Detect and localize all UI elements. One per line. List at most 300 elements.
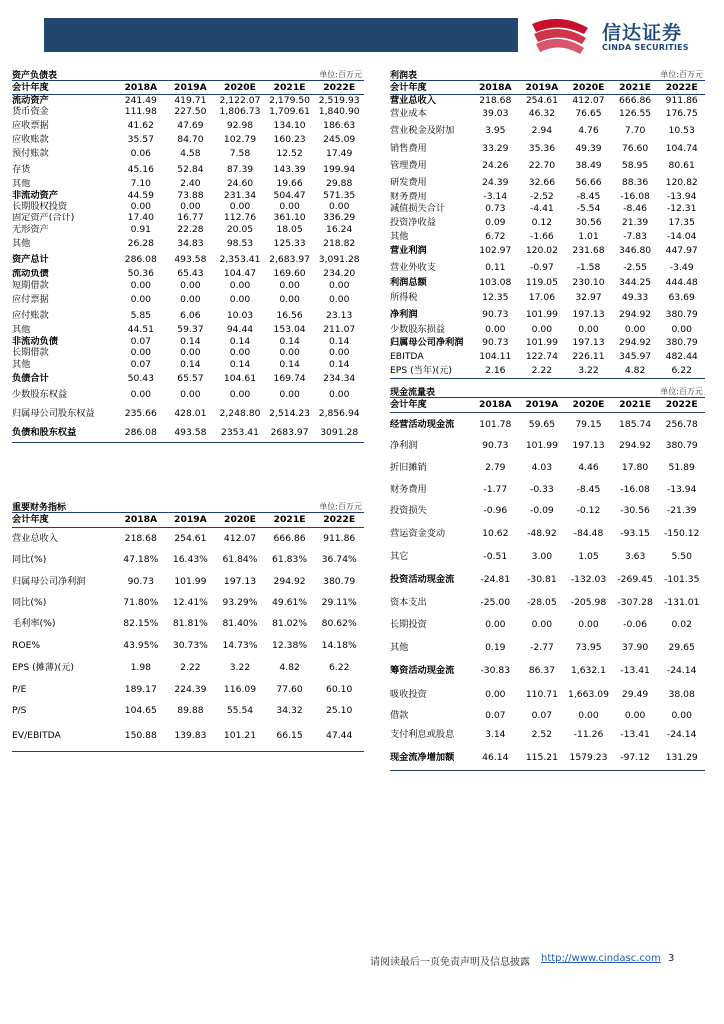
- row-value: 0.73: [485, 202, 506, 214]
- table-row: [390, 708, 705, 724]
- row-value: 65.57: [177, 372, 204, 384]
- row-value: 59.37: [177, 324, 204, 336]
- row-value: 14.18%: [321, 639, 357, 651]
- row-value: 103.08: [479, 277, 512, 289]
- row-value: -28.05: [527, 596, 557, 608]
- row-value: 199.94: [323, 164, 356, 176]
- row-value: 102.97: [479, 245, 512, 257]
- row-value: 0.14: [180, 358, 201, 370]
- row-value: 0.00: [328, 280, 350, 291]
- row-value: 10.53: [668, 124, 695, 136]
- row-value: 56.66: [575, 177, 602, 189]
- key-indicators-unit: 单位:百万元: [319, 502, 362, 511]
- table-row: [390, 192, 705, 203]
- row-value: 65.43: [177, 268, 204, 280]
- row-value: -93.15: [620, 527, 650, 539]
- row-label: 应收账款: [12, 133, 49, 145]
- row-value: 16.77: [177, 212, 204, 224]
- row-label: 经营活动现金流: [390, 418, 455, 430]
- row-value: 218.68: [124, 532, 157, 544]
- income-statement-title: 利润表: [390, 71, 418, 81]
- row-value: -307.28: [617, 596, 653, 608]
- table-row: [12, 570, 364, 593]
- row-value: 90.73: [482, 337, 509, 349]
- row-value: -7.83: [623, 231, 647, 243]
- row-label: 资产总计: [12, 254, 49, 266]
- income-statement-unit: 单位:百万元: [660, 70, 703, 79]
- table-row: [12, 347, 364, 358]
- row-value: 1,840.90: [318, 105, 360, 117]
- row-value: 24.26: [482, 160, 509, 172]
- row-label: 归属母公司净利润: [390, 337, 464, 349]
- row-value: 131.29: [658, 746, 705, 770]
- row-label: 研发费用: [390, 177, 427, 189]
- row-value: 0.00: [130, 347, 152, 359]
- column-header-year: 2019A: [519, 398, 566, 412]
- key-indicators-table: [12, 513, 364, 752]
- row-value: 47.44: [314, 721, 364, 751]
- table-row: [12, 117, 364, 134]
- table-row: [390, 363, 705, 378]
- row-value: 197.13: [572, 440, 605, 451]
- logo-english-text: CINDA SECURITIES: [602, 43, 689, 52]
- table-row: [390, 290, 705, 307]
- row-value: 2683.97: [265, 425, 315, 442]
- row-value: 176.75: [665, 108, 698, 120]
- row-value: 0.00: [328, 293, 350, 305]
- row-value: 2353.41: [215, 425, 265, 442]
- row-value: -131.01: [663, 596, 700, 608]
- row-value: 61.83%: [272, 554, 308, 565]
- row-value: 43.95%: [123, 639, 159, 651]
- row-value: -1.66: [530, 231, 554, 243]
- row-value: 38.08: [668, 689, 695, 700]
- row-value: -12.31: [666, 202, 697, 214]
- table-row: [390, 214, 705, 231]
- row-value: 0.11: [485, 262, 506, 274]
- footer-website-link[interactable]: http://www.cindasc.com: [541, 953, 661, 964]
- row-value: 286.08: [116, 425, 166, 442]
- row-value: 18.05: [276, 224, 303, 235]
- row-label: 归属母公司股东权益: [12, 408, 95, 420]
- row-value: 16.43%: [172, 554, 208, 565]
- row-label: 筹资活动现金流: [390, 665, 455, 676]
- table-row: [390, 260, 705, 277]
- row-value: -0.09: [530, 504, 554, 516]
- row-value: 197.13: [223, 575, 257, 587]
- row-value: 126.55: [619, 108, 652, 120]
- row-value: 412.07: [572, 95, 605, 107]
- row-value: 0.00: [578, 710, 599, 721]
- row-value: 4.76: [578, 124, 599, 136]
- row-label: 净利润: [390, 440, 418, 451]
- row-value: 71.80%: [123, 597, 159, 608]
- row-value: 101.99: [525, 337, 558, 349]
- row-value: 227.50: [174, 105, 207, 117]
- row-value: 98.53: [226, 237, 254, 249]
- row-value: 19.66: [276, 178, 303, 190]
- column-header-year: 2022E: [658, 398, 705, 412]
- row-label: 其他: [390, 231, 409, 243]
- table-row: [12, 593, 364, 613]
- row-value: -30.83: [480, 665, 511, 676]
- row-value: 5.85: [130, 310, 152, 322]
- row-value: 4.03: [531, 461, 553, 473]
- row-value: 666.86: [619, 95, 652, 107]
- row-value: 0.00: [279, 389, 300, 401]
- row-value: -0.33: [530, 483, 554, 495]
- row-value: 2.22: [180, 662, 201, 673]
- row-label: ROE%: [12, 639, 41, 651]
- row-value: 110.71: [525, 689, 558, 700]
- row-value: 294.92: [273, 575, 306, 587]
- column-header-year: 2022E: [658, 81, 705, 95]
- table-row: [12, 634, 364, 657]
- row-value: 211.07: [323, 324, 356, 336]
- row-value: 666.86: [273, 532, 306, 544]
- row-value: 234.20: [323, 268, 356, 280]
- row-value: 0.07: [130, 336, 152, 347]
- row-value: 76.65: [575, 108, 602, 120]
- row-value: 90.73: [127, 575, 154, 587]
- row-value: -8.45: [576, 483, 601, 495]
- row-value: 0.14: [328, 358, 350, 370]
- balance-sheet-table: [12, 81, 364, 443]
- row-value: 1.01: [578, 231, 599, 243]
- row-value: 344.25: [619, 277, 652, 289]
- row-value: 224.39: [174, 683, 207, 695]
- row-value: 139.83: [166, 721, 216, 751]
- table-row: [12, 721, 364, 751]
- row-value: 7.58: [229, 147, 251, 159]
- row-value: 0.00: [130, 389, 152, 401]
- row-label: 财务费用: [390, 191, 427, 203]
- row-value: 380.79: [665, 337, 698, 349]
- row-value: -2.77: [530, 642, 554, 653]
- row-value: 412.07: [223, 532, 257, 544]
- row-value: 32.66: [528, 177, 556, 189]
- table-row: [12, 236, 364, 253]
- table-row: [390, 437, 705, 455]
- balance-sheet-header: [12, 68, 364, 81]
- row-value: 46.14: [472, 746, 519, 770]
- row-label: 支付利息或股息: [390, 729, 455, 740]
- table-header-row: [390, 81, 705, 95]
- row-value: 4.46: [578, 461, 599, 473]
- table-row: [390, 682, 705, 708]
- row-value: 0.00: [578, 619, 599, 630]
- row-value: 55.54: [226, 704, 254, 716]
- row-value: 0.00: [229, 293, 251, 305]
- row-label: 现金流净增加额: [390, 746, 472, 770]
- row-value: 185.74: [619, 418, 652, 430]
- row-value: 94.44: [226, 324, 254, 336]
- row-value: 0.00: [229, 201, 251, 213]
- row-label: 投资净收益: [390, 216, 436, 228]
- table-row: [12, 179, 364, 190]
- row-value: 3.63: [624, 550, 646, 562]
- row-value: 1579.23: [565, 746, 612, 770]
- row-value: 104.61: [223, 372, 257, 384]
- row-value: 0.00: [279, 347, 300, 359]
- row-label: EPS (摊薄)(元): [12, 662, 74, 673]
- row-value: 49.61%: [272, 597, 308, 608]
- income-statement-header: [390, 68, 705, 81]
- table-row: [12, 613, 364, 634]
- row-value: 2,353.41: [219, 254, 261, 266]
- column-header-label: 会计年度: [12, 513, 116, 527]
- row-value: 380.79: [665, 440, 698, 451]
- column-header-year: 2021E: [265, 81, 315, 95]
- row-value: 2,179.50: [269, 94, 311, 106]
- row-label: 营业利润: [390, 245, 427, 257]
- row-value: 2.40: [180, 178, 201, 190]
- row-value: 361.10: [273, 212, 306, 224]
- row-value: 119.05: [525, 277, 558, 289]
- row-value: 66.15: [265, 721, 315, 751]
- row-value: 34.32: [276, 704, 303, 716]
- table-row: [12, 700, 364, 721]
- row-value: 0.00: [279, 280, 300, 291]
- row-value: 235.66: [124, 408, 157, 420]
- balance-sheet-panel: [12, 68, 364, 443]
- row-value: 0.00: [180, 389, 201, 401]
- row-value: 447.97: [665, 245, 698, 257]
- row-value: 104.74: [665, 143, 698, 155]
- row-value: 571.35: [323, 189, 356, 201]
- row-value: 186.63: [323, 119, 356, 131]
- table-row: [12, 403, 364, 425]
- row-value: 1,632.1: [570, 665, 607, 676]
- row-label: 其他: [12, 178, 31, 190]
- row-value: 22.28: [177, 224, 204, 235]
- row-value: 1.98: [130, 662, 152, 673]
- row-label: 资本支出: [390, 596, 427, 608]
- table-row: [390, 480, 705, 499]
- row-label: 净利润: [390, 309, 418, 321]
- row-value: 0.14: [229, 358, 251, 370]
- table-row: [12, 190, 364, 201]
- row-value: 3.00: [531, 550, 553, 562]
- row-value: 116.09: [223, 683, 257, 695]
- row-value: 4.58: [180, 147, 201, 159]
- table-row: [12, 679, 364, 700]
- column-header-label: 会计年度: [12, 81, 116, 95]
- row-value: 0.00: [624, 710, 646, 721]
- row-label: EV/EBITDA: [12, 721, 116, 751]
- row-value: 0.00: [229, 389, 251, 401]
- row-value: 12.41%: [172, 597, 208, 608]
- row-value: 101.99: [525, 440, 558, 451]
- row-label: 负债合计: [12, 372, 49, 384]
- cash-flow-table: [390, 398, 705, 771]
- row-value: 0.00: [531, 619, 553, 630]
- row-value: 160.23: [273, 133, 306, 145]
- row-value: 17.35: [668, 216, 695, 228]
- row-value: 44.51: [127, 324, 154, 336]
- column-header-year: 2018A: [116, 81, 166, 95]
- row-value: -269.45: [617, 573, 653, 585]
- table-row: [390, 455, 705, 480]
- row-value: 0.07: [485, 710, 506, 721]
- row-value: 1.05: [578, 550, 599, 562]
- row-value: 76.60: [621, 143, 649, 155]
- row-value: -0.12: [576, 504, 601, 516]
- row-label: 营业总收入: [390, 95, 436, 107]
- row-label: 长期股权投资: [12, 201, 68, 213]
- row-value: -0.06: [623, 619, 647, 630]
- row-label: P/E: [12, 683, 27, 695]
- table-row: [12, 95, 364, 106]
- row-value: 0.14: [229, 336, 251, 347]
- row-value: 380.79: [665, 309, 698, 321]
- row-value: 0.14: [279, 358, 300, 370]
- column-header-year: 2022E: [314, 81, 364, 95]
- row-value: 12.38%: [272, 639, 308, 651]
- row-value: 25.10: [326, 704, 353, 716]
- table-row: [12, 280, 364, 291]
- column-header-year: 2020E: [565, 81, 612, 95]
- row-value: 444.48: [665, 277, 698, 289]
- row-value: -16.08: [620, 191, 650, 203]
- row-label: 投资损失: [390, 504, 427, 516]
- table-row: [390, 746, 705, 770]
- row-value: 0.14: [279, 336, 300, 347]
- row-value: 46.32: [528, 108, 556, 120]
- row-value: 0.12: [531, 216, 553, 228]
- row-value: 44.59: [127, 189, 154, 201]
- row-value: -0.96: [483, 504, 508, 516]
- row-value: 0.00: [671, 710, 692, 721]
- row-value: 0.00: [130, 201, 152, 213]
- row-value: 0.00: [279, 293, 300, 305]
- row-value: 1,663.09: [568, 689, 609, 700]
- row-value: 254.61: [525, 95, 558, 107]
- table-row: [12, 359, 364, 370]
- row-value: 61.84%: [222, 554, 258, 565]
- key-indicators-title: 重要财务指标: [12, 503, 67, 513]
- table-row: [390, 724, 705, 746]
- row-value: 29.11%: [321, 597, 357, 608]
- row-value: 2,122.07: [219, 94, 261, 106]
- row-value: 92.98: [226, 119, 254, 131]
- row-value: 82.15%: [123, 617, 159, 629]
- row-value: 2,519.93: [318, 94, 360, 106]
- row-value: 12.35: [482, 292, 509, 304]
- table-row: [390, 660, 705, 682]
- row-value: 24.39: [482, 177, 509, 189]
- row-value: 47.69: [177, 119, 204, 131]
- table-row: [12, 425, 364, 442]
- row-value: 10.62: [482, 527, 509, 539]
- row-value: 50.36: [127, 268, 154, 280]
- row-value: 0.06: [130, 147, 152, 159]
- table-row: [390, 614, 705, 636]
- row-value: 134.10: [273, 119, 306, 131]
- row-value: -97.12: [612, 746, 659, 770]
- row-label: 管理费用: [390, 160, 427, 172]
- row-label: 货币资金: [12, 105, 49, 117]
- table-row: [12, 308, 364, 325]
- row-value: 493.58: [174, 254, 207, 266]
- row-value: 49.33: [621, 292, 649, 304]
- cinda-logo-icon: [530, 14, 592, 56]
- row-value: 60.10: [326, 683, 353, 695]
- table-row: [390, 350, 705, 364]
- row-value: -0.51: [483, 550, 508, 562]
- row-value: 245.09: [323, 133, 356, 145]
- table-row: [390, 277, 705, 290]
- row-value: 12.52: [276, 147, 303, 159]
- row-value: 380.79: [323, 575, 356, 587]
- column-header-year: 2021E: [612, 81, 659, 95]
- row-label: 吸收投资: [390, 689, 427, 700]
- footer-disclaimer: 请阅读最后一页免责声明及信息披露: [370, 957, 530, 968]
- row-value: 81.81%: [172, 617, 208, 629]
- row-value: 0.07: [130, 358, 152, 370]
- row-value: 101.99: [525, 309, 558, 321]
- row-value: -132.03: [570, 573, 607, 585]
- row-value: 2.52: [531, 729, 553, 740]
- row-value: 35.36: [528, 143, 556, 155]
- row-value: 26.28: [127, 237, 154, 249]
- row-label: 折旧摊销: [390, 461, 427, 473]
- row-value: -13.41: [620, 665, 650, 676]
- table-row: [390, 141, 705, 158]
- row-value: -30.56: [620, 504, 650, 516]
- row-label: 其他: [12, 237, 31, 249]
- row-value: 336.29: [323, 212, 356, 224]
- table-row: [390, 231, 705, 242]
- row-value: -1.77: [483, 483, 508, 495]
- row-value: 504.47: [273, 189, 306, 201]
- balance-sheet-title: 资产负债表: [12, 71, 58, 81]
- row-label: 归属母公司净利润: [12, 575, 86, 587]
- row-value: 286.08: [124, 254, 157, 266]
- row-value: 0.00: [671, 324, 692, 336]
- row-value: 120.02: [525, 245, 558, 257]
- row-value: 0.19: [485, 642, 506, 653]
- row-label: 营业外收支: [390, 262, 436, 274]
- row-label: 销售费用: [390, 143, 427, 155]
- row-value: 6.22: [328, 662, 350, 673]
- logo-chinese-text: 信达证券: [602, 22, 683, 44]
- page-number: 3: [668, 953, 675, 964]
- row-label: 少数股东权益: [12, 389, 68, 401]
- table-row: [12, 269, 364, 280]
- row-value: -16.08: [620, 483, 650, 495]
- row-value: 2.79: [485, 461, 506, 473]
- row-value: 0.00: [279, 201, 300, 213]
- table-row: [390, 121, 705, 141]
- row-value: 30.56: [575, 216, 602, 228]
- row-label: 长期借款: [12, 347, 49, 359]
- row-value: 32.97: [575, 292, 602, 304]
- row-value: 0.00: [485, 324, 506, 336]
- row-value: 38.49: [575, 160, 602, 172]
- row-value: 226.11: [572, 350, 605, 362]
- row-value: 911.86: [665, 95, 698, 107]
- row-value: 111.98: [124, 105, 157, 117]
- row-value: 58.95: [621, 160, 649, 172]
- row-value: 143.39: [273, 164, 306, 176]
- row-label: 应收票据: [12, 119, 49, 131]
- row-value: 7.10: [130, 178, 152, 190]
- row-value: 51.89: [668, 461, 695, 473]
- row-value: 49.39: [575, 143, 602, 155]
- row-value: 0.00: [180, 347, 201, 359]
- row-value: -11.26: [573, 729, 604, 740]
